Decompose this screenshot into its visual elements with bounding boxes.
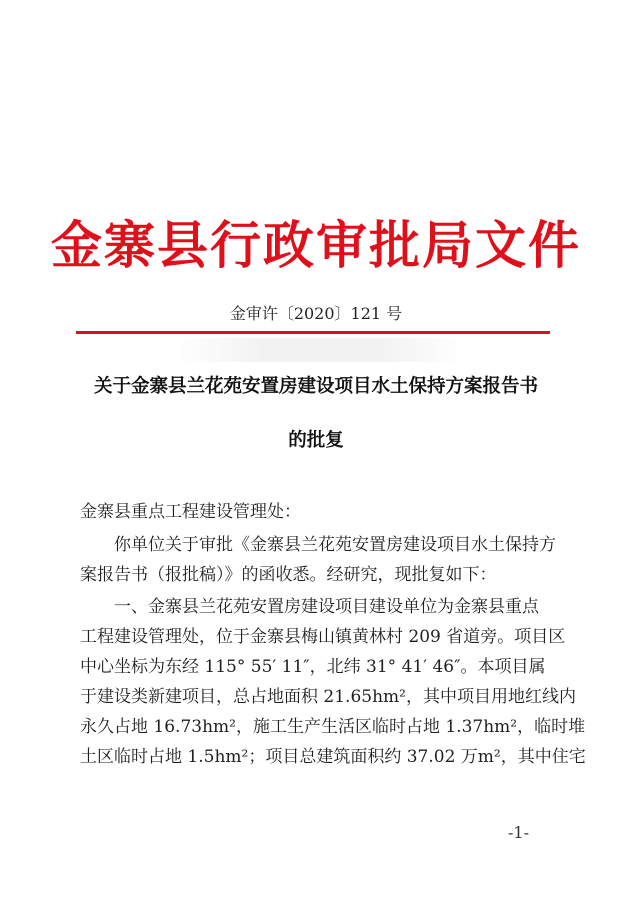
scan-shadow bbox=[176, 338, 466, 362]
paragraph-2-line: 一、金寨县兰花苑安置房建设项目建设单位为金寨县重点 bbox=[114, 597, 539, 617]
paragraph-1 bbox=[80, 530, 560, 590]
red-divider bbox=[76, 331, 550, 334]
reply-title-line-2: 的批复 bbox=[288, 430, 344, 451]
paragraph-2-line: 土区临时占地 1.5hm²；项目总建筑面积约 37.02 万m²，其中住宅 bbox=[80, 747, 586, 767]
paragraph-2-line: 工程建设管理处，位于金寨县梅山镇黄林村 209 省道旁。项目区 bbox=[80, 627, 566, 647]
page-number: -1- bbox=[508, 823, 529, 842]
paragraph-1-line: 你单位关于审批《金寨县兰花苑安置房建设项目水土保持方 bbox=[114, 535, 556, 555]
paragraph-2-line: 永久占地 16.73hm²，施工生产生活区临时占地 1.37hm²，临时堆 bbox=[80, 717, 586, 737]
paragraph-2 bbox=[80, 592, 586, 772]
issuer-title: 金寨县行政审批局文件 bbox=[50, 216, 581, 276]
paragraph-2-line: 于建设类新建项目，总占地面积 21.65hm²，其中项目用地红线内 bbox=[80, 687, 576, 707]
paragraph-1-line: 案报告书（报批稿）》的函收悉。经研究，现批复如下： bbox=[80, 565, 497, 585]
reply-title-line-1: 关于金寨县兰花苑安置房建设项目水土保持方案报告书 bbox=[93, 376, 538, 397]
salutation: 金寨县重点工程建设管理处： bbox=[80, 502, 301, 522]
document-number: 金审许〔2020〕121 号 bbox=[229, 304, 403, 323]
paragraph-2-line: 中心坐标为东经 115° 55′ 11″，北纬 31° 41′ 46″。本项目属 bbox=[80, 657, 546, 677]
